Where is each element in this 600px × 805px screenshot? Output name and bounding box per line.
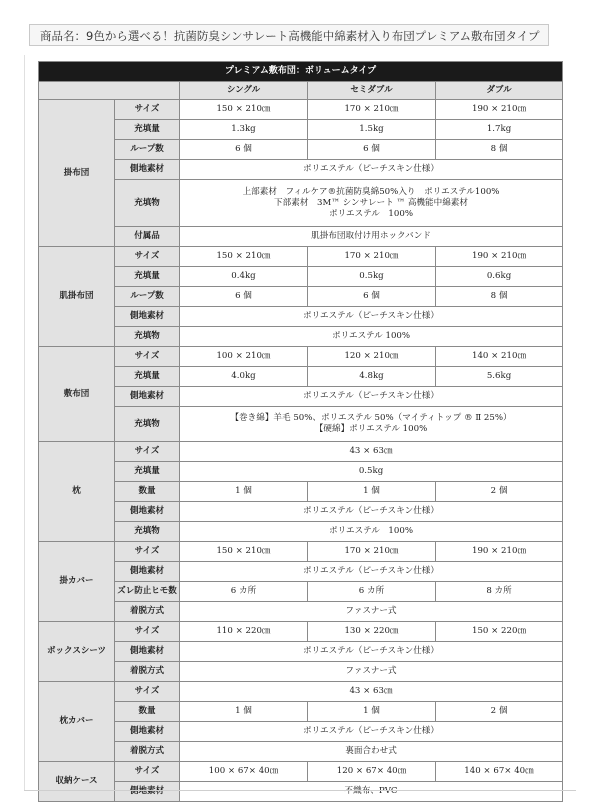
attribute-cell: 側地素材 [115, 562, 180, 582]
table-row [39, 702, 563, 722]
attribute-cell: 充填物 [115, 407, 180, 442]
table-row [39, 622, 563, 642]
value-cell: 1 個 [308, 702, 436, 722]
value-cell: 4.0kg [180, 367, 308, 387]
value-cell: 6 カ所 [308, 582, 436, 602]
attribute-cell: サイズ [115, 442, 180, 462]
merged-value-cell: ポリエステル（ピーチスキン仕様） [180, 642, 563, 662]
attribute-cell: 充填物 [115, 522, 180, 542]
value-line: 下部素材 3M™ シンサレート ™ 高機能中綿素材 [274, 197, 468, 208]
column-header-double: ダブル [436, 82, 563, 100]
table-row [39, 482, 563, 502]
table-row [39, 247, 563, 267]
frame-bottom-border [24, 790, 576, 791]
value-cell: 6 カ所 [180, 582, 308, 602]
attribute-cell: ループ数 [115, 287, 180, 307]
table-row [39, 442, 563, 462]
merged-value-cell: ポリエステル（ピーチスキン仕様） [180, 722, 563, 742]
table-row [39, 267, 563, 287]
table-row [39, 502, 563, 522]
value-cell: 6 個 [308, 287, 436, 307]
value-cell: 140 × 67× 40㎝ [436, 762, 563, 782]
table-row [39, 642, 563, 662]
attribute-cell: 充填量 [115, 267, 180, 287]
category-cell: ボックスシーツ [39, 622, 115, 682]
attribute-cell: サイズ [115, 100, 180, 120]
value-cell: 130 × 220㎝ [308, 622, 436, 642]
value-cell: 110 × 220㎝ [180, 622, 308, 642]
value-cell: 150 × 220㎝ [436, 622, 563, 642]
value-cell: 8 個 [436, 287, 563, 307]
table-row [39, 582, 563, 602]
merged-value-cell: ファスナー式 [180, 662, 563, 682]
value-cell: 100 × 210㎝ [180, 347, 308, 367]
value-cell: 5.6kg [436, 367, 563, 387]
attribute-cell: 付属品 [115, 227, 180, 247]
merged-value-cell: 0.5kg [180, 462, 563, 482]
attribute-cell: 数量 [115, 702, 180, 722]
table-row [39, 100, 563, 120]
value-line: 【硬綿】ポリエステル 100% [314, 424, 428, 434]
merged-value-cell: ポリエステル（ピーチスキン仕様） [180, 562, 563, 582]
value-cell: 140 × 210㎝ [436, 347, 563, 367]
table-row [39, 462, 563, 482]
value-cell: 1.3kg [180, 120, 308, 140]
attribute-cell: 充填物 [115, 180, 180, 227]
frame-left-border [24, 55, 25, 790]
attribute-cell: 着脱方式 [115, 662, 180, 682]
value-cell: 190 × 210㎝ [436, 247, 563, 267]
attribute-cell: ループ数 [115, 140, 180, 160]
value-cell: 150 × 210㎝ [180, 247, 308, 267]
table-row [39, 782, 563, 802]
value-line: 上部素材 フィルケア®抗菌防臭綿50%入り ポリエステル100% [242, 186, 500, 197]
table-row [39, 180, 563, 227]
table-row [39, 602, 563, 622]
merged-value-cell: 裏面合わせ式 [180, 742, 563, 762]
value-cell: 120 × 210㎝ [308, 347, 436, 367]
category-cell: 収納ケース [39, 762, 115, 802]
table-row [39, 682, 563, 702]
table-row [39, 542, 563, 562]
merged-value-cell: 43 × 63㎝ [180, 442, 563, 462]
merged-value-cell: 43 × 63㎝ [180, 682, 563, 702]
table-row [39, 742, 563, 762]
table-row [39, 227, 563, 247]
attribute-cell: サイズ [115, 622, 180, 642]
merged-value-cell: ポリエステル（ピーチスキン仕様） [180, 160, 563, 180]
attribute-cell: 充填量 [115, 367, 180, 387]
attribute-cell: サイズ [115, 347, 180, 367]
merged-value-cell [180, 180, 563, 227]
value-cell: 8 カ所 [436, 582, 563, 602]
category-cell: 敷布団 [39, 347, 115, 442]
table-row [39, 722, 563, 742]
table-row [39, 120, 563, 140]
category-cell: 掛カバー [39, 542, 115, 622]
value-cell: 190 × 210㎝ [436, 542, 563, 562]
value-cell: 190 × 210㎝ [436, 100, 563, 120]
merged-value-cell [180, 407, 563, 442]
value-cell: 1.5kg [308, 120, 436, 140]
table-row [39, 387, 563, 407]
column-header-empty [39, 82, 180, 100]
attribute-cell: 側地素材 [115, 307, 180, 327]
value-cell: 1.7kg [436, 120, 563, 140]
value-cell: 2 個 [436, 702, 563, 722]
value-cell: 150 × 210㎝ [180, 100, 308, 120]
value-cell: 150 × 210㎝ [180, 542, 308, 562]
merged-value-cell: ポリエステル 100% [180, 327, 563, 347]
merged-value-cell: ポリエステル（ピーチスキン仕様） [180, 502, 563, 522]
table-row [39, 140, 563, 160]
merged-value-cell: 不織布、PVC [180, 782, 563, 802]
table-row [39, 367, 563, 387]
value-cell: 170 × 210㎝ [308, 247, 436, 267]
category-cell: 枕 [39, 442, 115, 542]
value-cell: 6 個 [308, 140, 436, 160]
merged-value-cell: ポリエステル（ピーチスキン仕様） [180, 307, 563, 327]
merged-value-cell: 肌掛布団取付け用ホックバンド [180, 227, 563, 247]
table-title: プレミアム敷布団：ボリュームタイプ [39, 62, 563, 82]
value-cell: 8 個 [436, 140, 563, 160]
column-header-semi-double: セミダブル [308, 82, 436, 100]
attribute-cell: 充填量 [115, 120, 180, 140]
attribute-cell: サイズ [115, 682, 180, 702]
value-cell: 6 個 [180, 140, 308, 160]
attribute-cell: 側地素材 [115, 387, 180, 407]
category-cell: 枕カバー [39, 682, 115, 762]
spec-table [38, 61, 563, 802]
attribute-cell: 着脱方式 [115, 742, 180, 762]
table-row [39, 522, 563, 542]
attribute-cell: 着脱方式 [115, 602, 180, 622]
value-cell: 2 個 [436, 482, 563, 502]
attribute-cell: サイズ [115, 542, 180, 562]
table-row [39, 307, 563, 327]
value-cell: 120 × 67× 40㎝ [308, 762, 436, 782]
category-cell: 掛布団 [39, 100, 115, 247]
product-name-header: 商品名：9色から選べる！抗菌防臭シンサレート高機能中綿素材入り布団プレミアム敷布団タイプ [29, 24, 549, 46]
attribute-cell: 側地素材 [115, 160, 180, 180]
value-cell: 1 個 [180, 702, 308, 722]
attribute-cell: 充填量 [115, 462, 180, 482]
value-cell: 1 個 [180, 482, 308, 502]
column-header-single: シングル [180, 82, 308, 100]
table-row [39, 160, 563, 180]
attribute-cell: 側地素材 [115, 642, 180, 662]
table-row [39, 562, 563, 582]
table-row [39, 762, 563, 782]
value-cell: 0.5kg [308, 267, 436, 287]
value-cell: 0.6kg [436, 267, 563, 287]
merged-value-cell: ポリエステル 100% [180, 522, 563, 542]
value-line: 【巻き綿】羊毛 50%、ポリエステル 50%（マイティトップ ® Ⅱ 25%） [230, 413, 512, 423]
attribute-cell: 側地素材 [115, 782, 180, 802]
attribute-cell: 側地素材 [115, 502, 180, 522]
table-row [39, 287, 563, 307]
value-cell: 6 個 [180, 287, 308, 307]
value-cell: 0.4kg [180, 267, 308, 287]
value-cell: 4.8kg [308, 367, 436, 387]
merged-value-cell: ファスナー式 [180, 602, 563, 622]
merged-value-cell: ポリエステル（ピーチスキン仕様） [180, 387, 563, 407]
attribute-cell: ズレ防止ヒモ数 [115, 582, 180, 602]
category-cell: 肌掛布団 [39, 247, 115, 347]
value-cell: 100 × 67× 40㎝ [180, 762, 308, 782]
table-row [39, 662, 563, 682]
value-cell: 170 × 210㎝ [308, 100, 436, 120]
table-row [39, 407, 563, 442]
table-row [39, 347, 563, 367]
attribute-cell: 充填物 [115, 327, 180, 347]
value-cell: 1 個 [308, 482, 436, 502]
table-row [39, 327, 563, 347]
attribute-cell: 数量 [115, 482, 180, 502]
value-line: ポリエステル 100% [329, 208, 413, 219]
attribute-cell: サイズ [115, 247, 180, 267]
spec-table-body [39, 100, 563, 802]
attribute-cell: 側地素材 [115, 722, 180, 742]
value-cell: 170 × 210㎝ [308, 542, 436, 562]
attribute-cell: サイズ [115, 762, 180, 782]
